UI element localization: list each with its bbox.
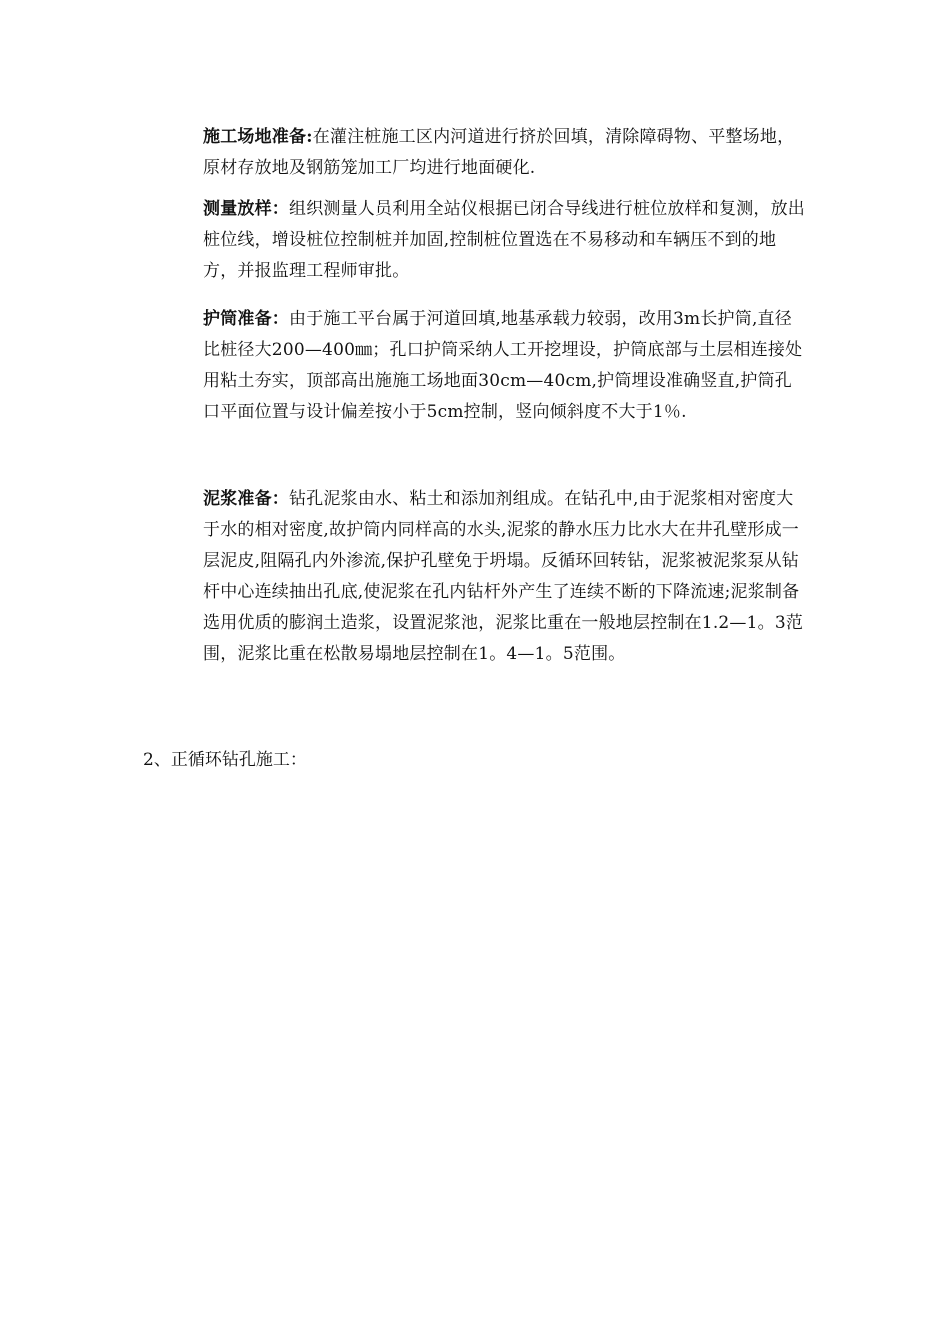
section-survey-layout [203,194,808,287]
step-heading: 2、正循环钻孔施工： [143,750,307,770]
section-body: 组织测量人员利用全站仪根据已闭合导线进行桩位放样和复测，放出桩位线，增设桩位控制桩并加固,控制桩位置选在不易移动和车辆压不到的地方，并报监理工程师审批。 [203,199,805,281]
section-body: 钻孔泥浆由水、粘土和添加剂组成。在钻孔中,由于泥浆相对密度大于水的相对密度,故护筒内同样高的水头,泥浆的静水压力比水大在井孔壁形成一层泥皮,阻隔孔内外渗流,保护孔壁免于坍塌。反循环回转钻，泥浆被泥浆泵从钻杆中心连续抽出孔底,使泥浆在孔内钻杆外产生了连续不断的下降流速;泥浆制备选用优质的膨润土造浆，设置泥浆池，泥浆比重在一般地层控制在1.2—1。3范围，泥浆比重在松散易塌地层控制在1。4—1。5范围。 [203,489,804,664]
section-heading: 测量放样： [203,199,289,219]
section-heading: 施工场地准备: [203,127,313,147]
section-casing-preparation [203,304,808,428]
section-body: 由于施工平台属于河道回填,地基承载力较弱，改用3m长护筒,直径比桩径大200—400㎜；孔口护筒采纳人工开挖埋设，护筒底部与土层相连接处用粘土夯实，顶部高出施施工场地面30cm—40cm,护筒埋设准确竖直,护筒孔口平面位置与设计偏差按小于5cm控制，竖向倾斜度不大于1％. [203,309,803,422]
section-body: 在灌注桩施工区内河道进行挤於回填，清除障碍物、平整场地，原材存放地及钢筋笼加工厂均进行地面硬化. [203,127,795,178]
section-heading: 泥浆准备： [203,489,289,509]
section-site-preparation [203,122,808,184]
section-heading: 护筒准备： [203,309,289,329]
section-mud-preparation [203,484,808,670]
